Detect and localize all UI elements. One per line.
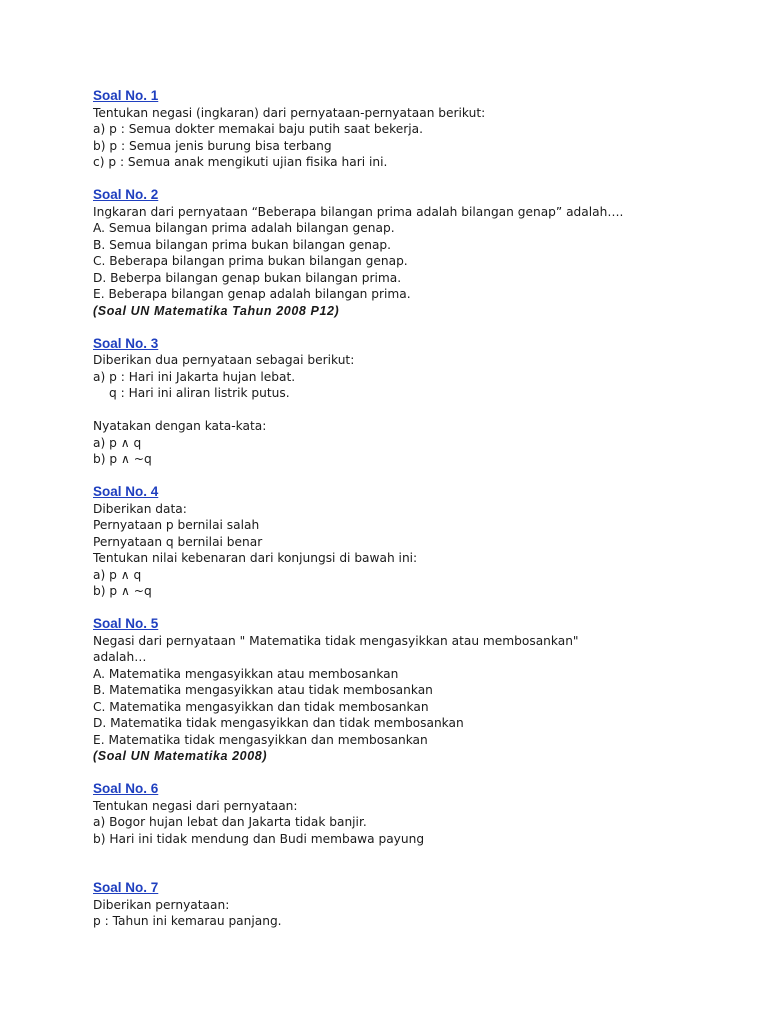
question-7-title[interactable]: Soal No. 7 xyxy=(93,880,159,895)
question-text: a) p : Hari ini Jakarta hujan lebat. xyxy=(93,369,296,384)
answer-option: C. Beberapa bilangan prima bukan bilangan genap. xyxy=(93,254,408,268)
answer-option: D. Beberpa bilangan genap bukan bilangan prima. xyxy=(93,270,402,285)
question-text: Diberikan dua pernyataan sebagai berikut: xyxy=(93,353,355,367)
question-text: b) p ∧ ~q xyxy=(93,452,152,466)
question-text: p : Tahun ini kemarau panjang. xyxy=(93,914,282,928)
question-3-title[interactable]: Soal No. 3 xyxy=(93,335,159,351)
question-text: Ingkaran dari pernyataan “Beberapa bilangan prima adalah bilangan genap” adalah…. xyxy=(93,204,624,219)
question-text: b) p ∧ ~q xyxy=(93,584,152,598)
question-3 xyxy=(93,336,713,468)
question-5 xyxy=(93,616,713,765)
question-1-title[interactable]: Soal No. 1 xyxy=(93,88,159,103)
answer-option: B. Matematika mengasyikkan atau tidak membosankan xyxy=(93,683,433,697)
question-5-title[interactable]: Soal No. 5 xyxy=(93,616,159,631)
answer-option: A. Semua bilangan prima adalah bilangan genap. xyxy=(93,221,395,235)
question-text: Tentukan negasi dari pernyataan: xyxy=(93,798,298,813)
question-text: c) p : Semua anak mengikuti ujian fisika hari ini. xyxy=(93,155,388,169)
question-4-title[interactable]: Soal No. 4 xyxy=(93,484,159,499)
answer-option: E. Matematika tidak mengasyikkan dan membosankan xyxy=(93,732,428,747)
question-text: q : Hari ini aliran listrik putus. xyxy=(109,386,290,400)
question-2-title[interactable]: Soal No. 2 xyxy=(93,187,159,202)
question-source: (Soal UN Matematika Tahun 2008 P12) xyxy=(93,303,340,318)
question-text: a) p ∧ q xyxy=(93,567,142,582)
answer-option: C. Matematika mengasyikkan dan tidak membosankan xyxy=(93,699,429,714)
question-text: a) p ∧ q xyxy=(93,435,142,450)
question-text: Tentukan nilai kebenaran dari konjungsi di bawah ini: xyxy=(93,551,418,565)
question-text: Pernyataan p bernilai salah xyxy=(93,518,260,532)
question-text: Tentukan negasi (ingkaran) dari pernyataan-pernyataan berikut: xyxy=(93,105,486,120)
question-text: b) Hari ini tidak mendung dan Budi membawa payung xyxy=(93,831,425,846)
question-6 xyxy=(93,781,713,847)
question-text: Diberikan data: xyxy=(93,501,187,516)
document-page xyxy=(93,88,713,930)
question-text: a) Bogor hujan lebat dan Jakarta tidak banjir. xyxy=(93,815,367,829)
question-text: Nyatakan dengan kata-kata: xyxy=(93,419,267,433)
question-text: b) p : Semua jenis burung bisa terbang xyxy=(93,138,332,153)
answer-option: E. Beberapa bilangan genap adalah bilangan prima. xyxy=(93,287,411,301)
answer-option: D. Matematika tidak mengasyikkan dan tidak membosankan xyxy=(93,716,464,730)
question-2 xyxy=(93,187,713,319)
question-text: Negasi dari pernyataan " Matematika tidak mengasyikkan atau membosankan" xyxy=(93,633,579,648)
question-6-title[interactable]: Soal No. 6 xyxy=(93,781,159,796)
question-text: adalah… xyxy=(93,650,147,664)
answer-option: A. Matematika mengasyikkan atau membosankan xyxy=(93,666,399,681)
question-source: (Soal UN Matematika 2008) xyxy=(93,749,268,763)
question-text: a) p : Semua dokter memakai baju putih saat bekerja. xyxy=(93,122,424,136)
question-4 xyxy=(93,484,713,600)
answer-option: B. Semua bilangan prima bukan bilangan genap. xyxy=(93,237,392,252)
question-text: Diberikan pernyataan: xyxy=(93,897,230,912)
question-7 xyxy=(93,880,713,930)
question-1 xyxy=(93,88,713,171)
question-text: Pernyataan q bernilai benar xyxy=(93,534,263,549)
